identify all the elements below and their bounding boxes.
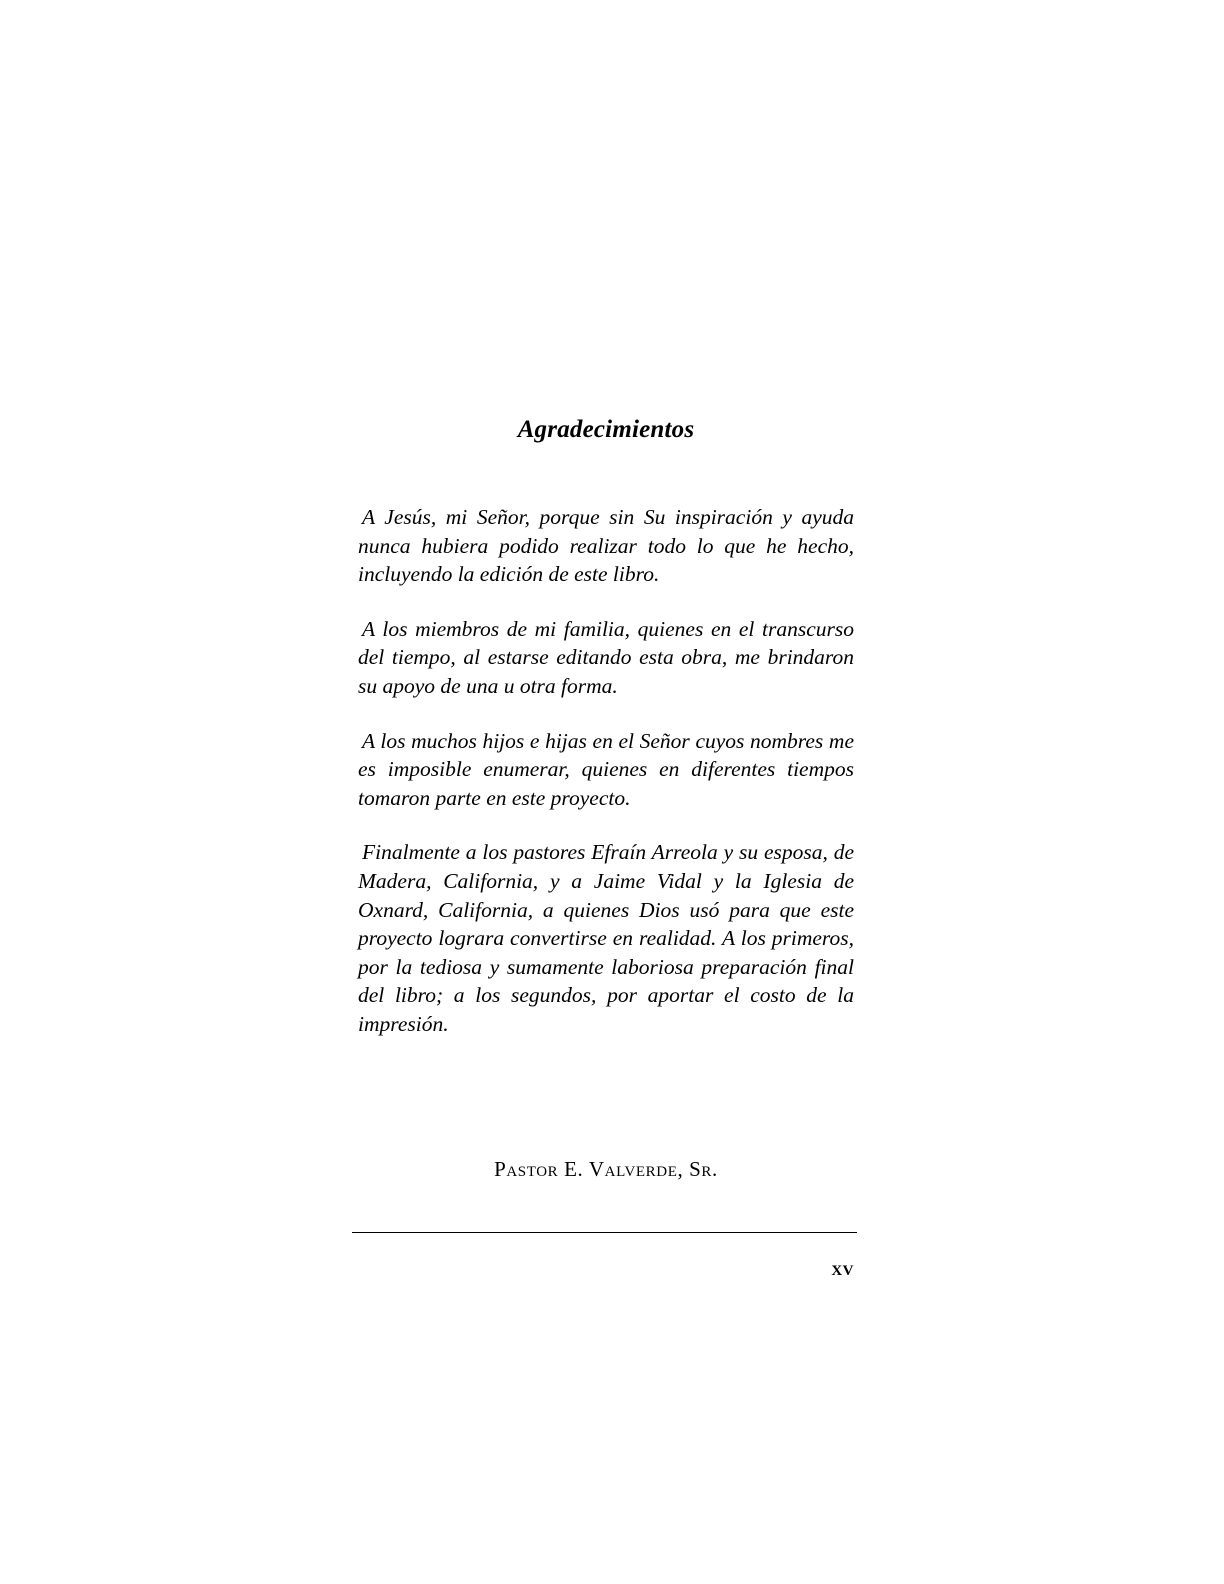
page-content (358, 415, 854, 1039)
signature-line: Pastor E. Valverde, Sr. (494, 1157, 718, 1181)
body-paragraph: Finalmente a los pastores Efraín Arreola y su esposa, de Madera, California, y a Jaime Vidal y la Iglesia de Oxnard, California, a quienes Dios usó para que este proyecto lograra convertirse en realidad. A los primeros, por la tediosa y sumamente laboriosa preparación final del libro; a los segundos, por aportar el costo de la impresión. (358, 840, 854, 1036)
footer-divider (352, 1232, 857, 1233)
body-paragraph: A los miembros de mi familia, quienes en el transcurso del tiempo, al estarse editando esta obra, me brindaron su apoyo de una u otra forma. (358, 616, 854, 698)
body-paragraph: A Jesús, mi Señor, porque sin Su inspiración y ayuda nunca hubiera podido realizar todo lo que he hecho, incluyendo la edición de este libro. (358, 505, 854, 587)
page-title: Agradecimientos (517, 416, 695, 443)
page-number: xv (831, 1255, 854, 1280)
body-paragraph: A los muchos hijos e hijas en el Señor cuyos nombres me es imposible enumerar, quienes en diferentes tiempos tomaron parte en este proyecto. (358, 728, 854, 810)
